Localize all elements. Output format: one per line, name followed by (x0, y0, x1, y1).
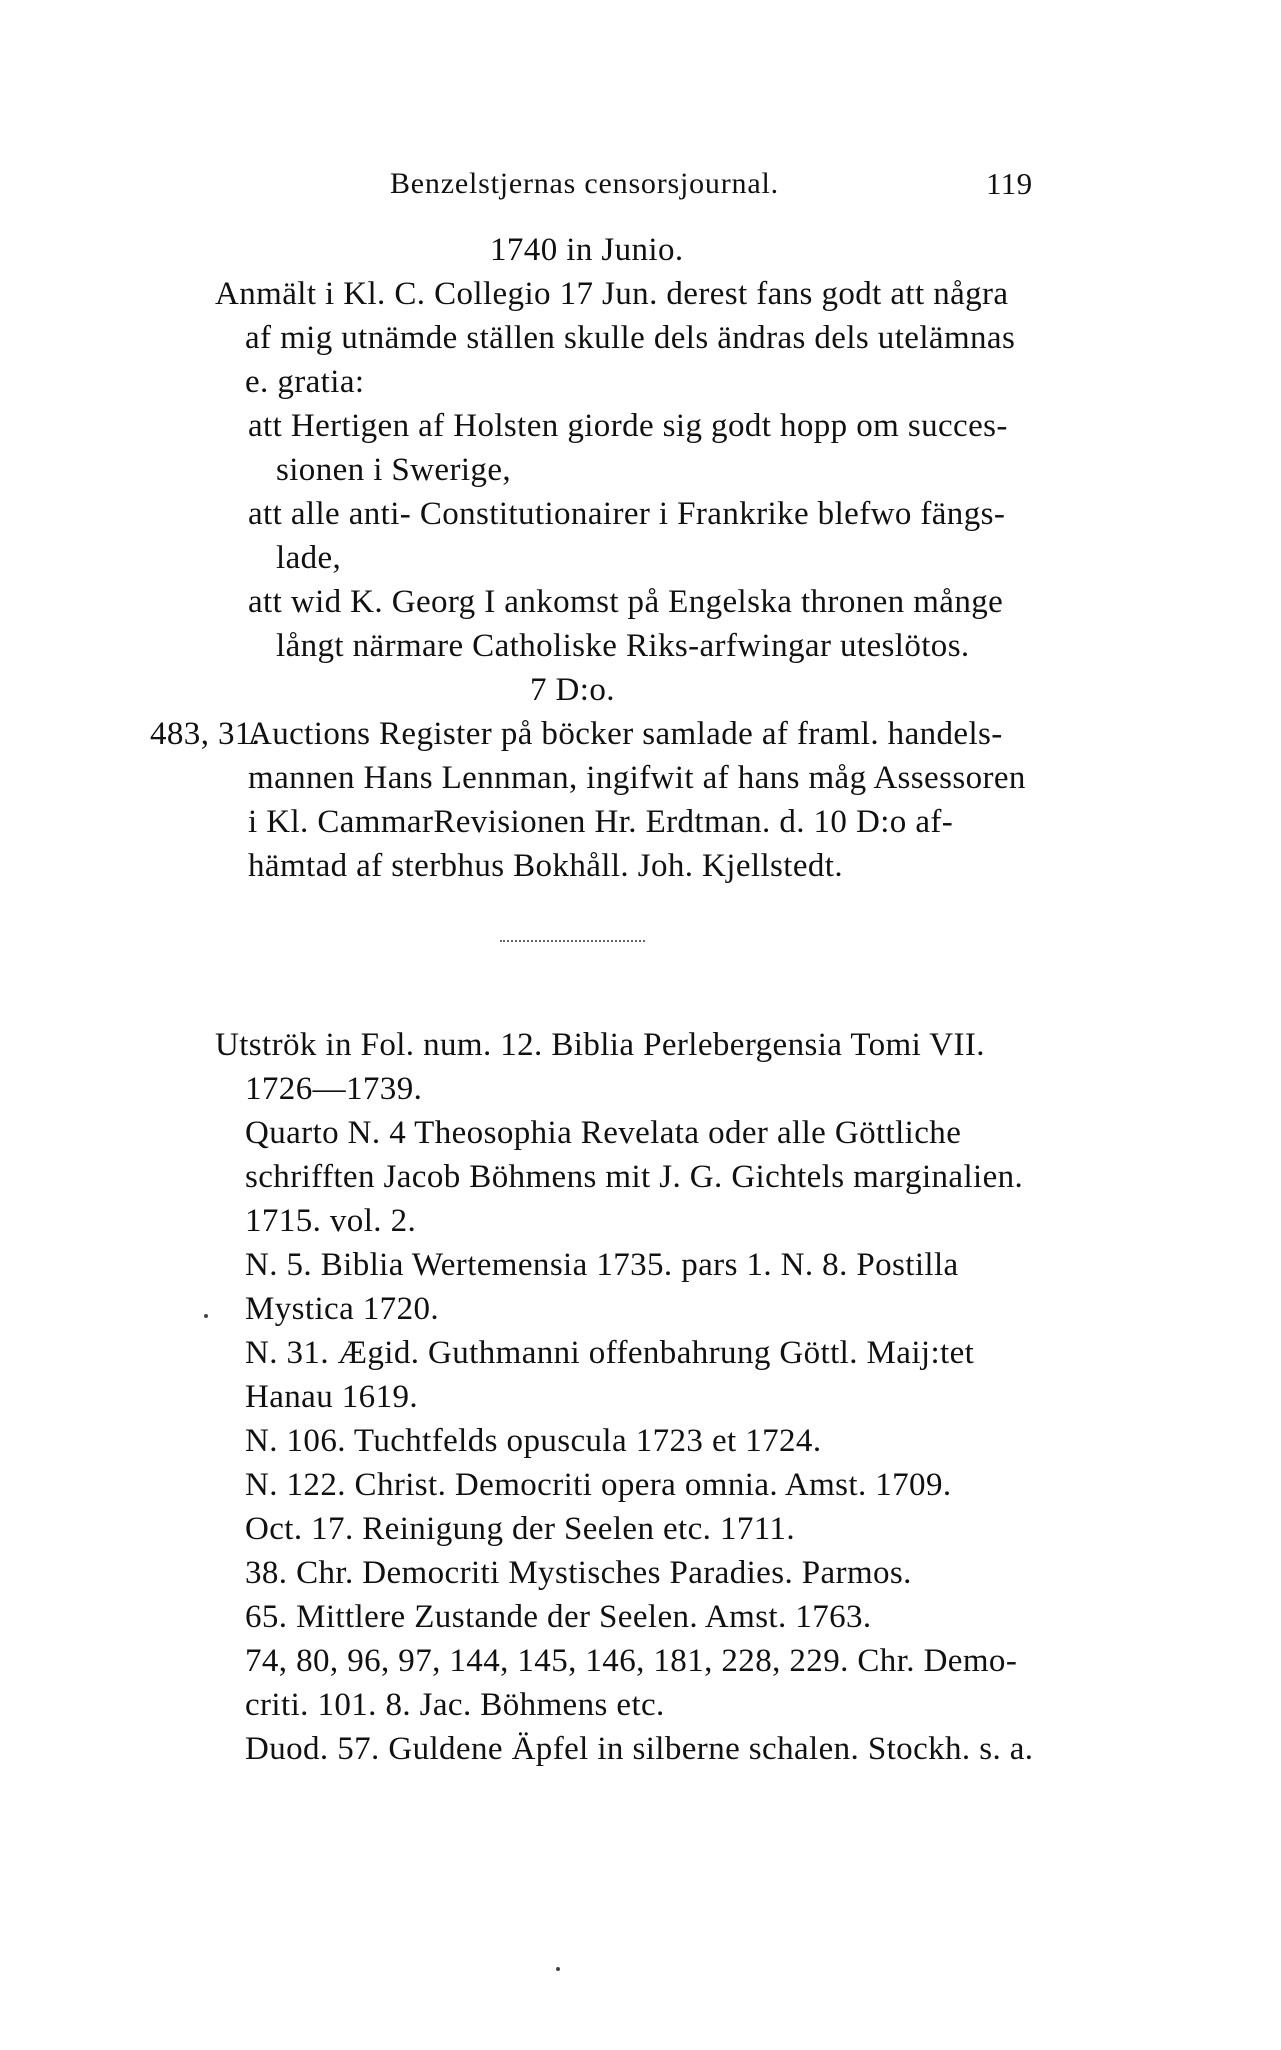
page-number: 119 (986, 166, 1033, 201)
text-line: att wid K. Georg I ankomst på Engelska thronen månge (248, 584, 1004, 620)
text-line: att Hertigen af Holsten giorde sig godt hopp om succes- (248, 408, 1008, 444)
text-line: 74, 80, 96, 97, 144, 145, 146, 181, 228, 229. Chr. Demo- (245, 1643, 1018, 1679)
text-line: i Kl. CammarRevisionen Hr. Erdtman. d. 10 D:o af- (248, 804, 954, 840)
text-line: criti. 101. 8. Jac. Böhmens etc. (245, 1687, 665, 1723)
text-line: mannen Hans Lennman, ingifwit af hans måg Assessoren (248, 760, 1026, 796)
text-line: 1715. vol. 2. (245, 1203, 417, 1239)
text-line: Hanau 1619. (245, 1379, 419, 1415)
text-line: hämtad af sterbhus Bokhåll. Joh. Kjellstedt. (248, 848, 844, 884)
text-line: lade, (276, 540, 342, 576)
text-line: 65. Mittlere Zustande der Seelen. Amst. 1763. (245, 1599, 872, 1635)
scan-speck (556, 1967, 560, 1971)
date-heading: 1740 in Junio. (490, 232, 684, 268)
text-line: N. 5. Biblia Wertemensia 1735. pars 1. N. 8. Postilla (245, 1247, 959, 1283)
text-line: N. 122. Christ. Democriti opera omnia. Amst. 1709. (245, 1467, 952, 1503)
text-line: schrifften Jacob Böhmens mit J. G. Gichtels marginalien. (245, 1159, 1024, 1195)
text-line: 1726—1739. (245, 1071, 423, 1107)
separator-rule (500, 940, 645, 942)
text-line: Mystica 1720. (245, 1291, 440, 1327)
text-line: N. 106. Tuchtfelds opuscula 1723 et 1724. (245, 1423, 822, 1459)
text-line: att alle anti- Constitutionairer i Frankrike blefwo fängs- (248, 496, 1006, 532)
ditto-marker: 7 D:o. (530, 672, 615, 708)
text-line: sionen i Swerige, (276, 452, 512, 488)
text-line: 38. Chr. Democriti Mystisches Paradies. Parmos. (245, 1555, 912, 1591)
text-line: Duod. 57. Guldene Äpfel in silberne schalen. Stockh. s. a. (245, 1731, 1034, 1767)
text-line: Anmält i Kl. C. Collegio 17 Jun. derest fans godt att några (215, 276, 1009, 312)
running-title: Benzelstjernas censorsjournal. (390, 167, 779, 200)
text-line: N. 31. Ægid. Guthmanni offenbahrung Göttl. Maij:tet (245, 1335, 975, 1371)
scan-speck (204, 1314, 208, 1318)
text-line: Oct. 17. Reinigung der Seelen etc. 1711. (245, 1511, 795, 1547)
text-line: e. gratia: (245, 364, 365, 400)
entry-number: 483, 31. (150, 716, 261, 752)
text-line: långt närmare Catholiske Riks-arfwingar uteslötos. (276, 628, 970, 664)
text-line: af mig utnämde ställen skulle dels ändras dels utelämnas (245, 320, 1016, 356)
text-line: Auctions Register på böcker samlade af framl. handels- (248, 716, 1003, 752)
text-line: Utströk in Fol. num. 12. Biblia Perlebergensia Tomi VII. (215, 1027, 985, 1063)
text-line: Quarto N. 4 Theosophia Revelata oder alle Göttliche (245, 1115, 962, 1151)
